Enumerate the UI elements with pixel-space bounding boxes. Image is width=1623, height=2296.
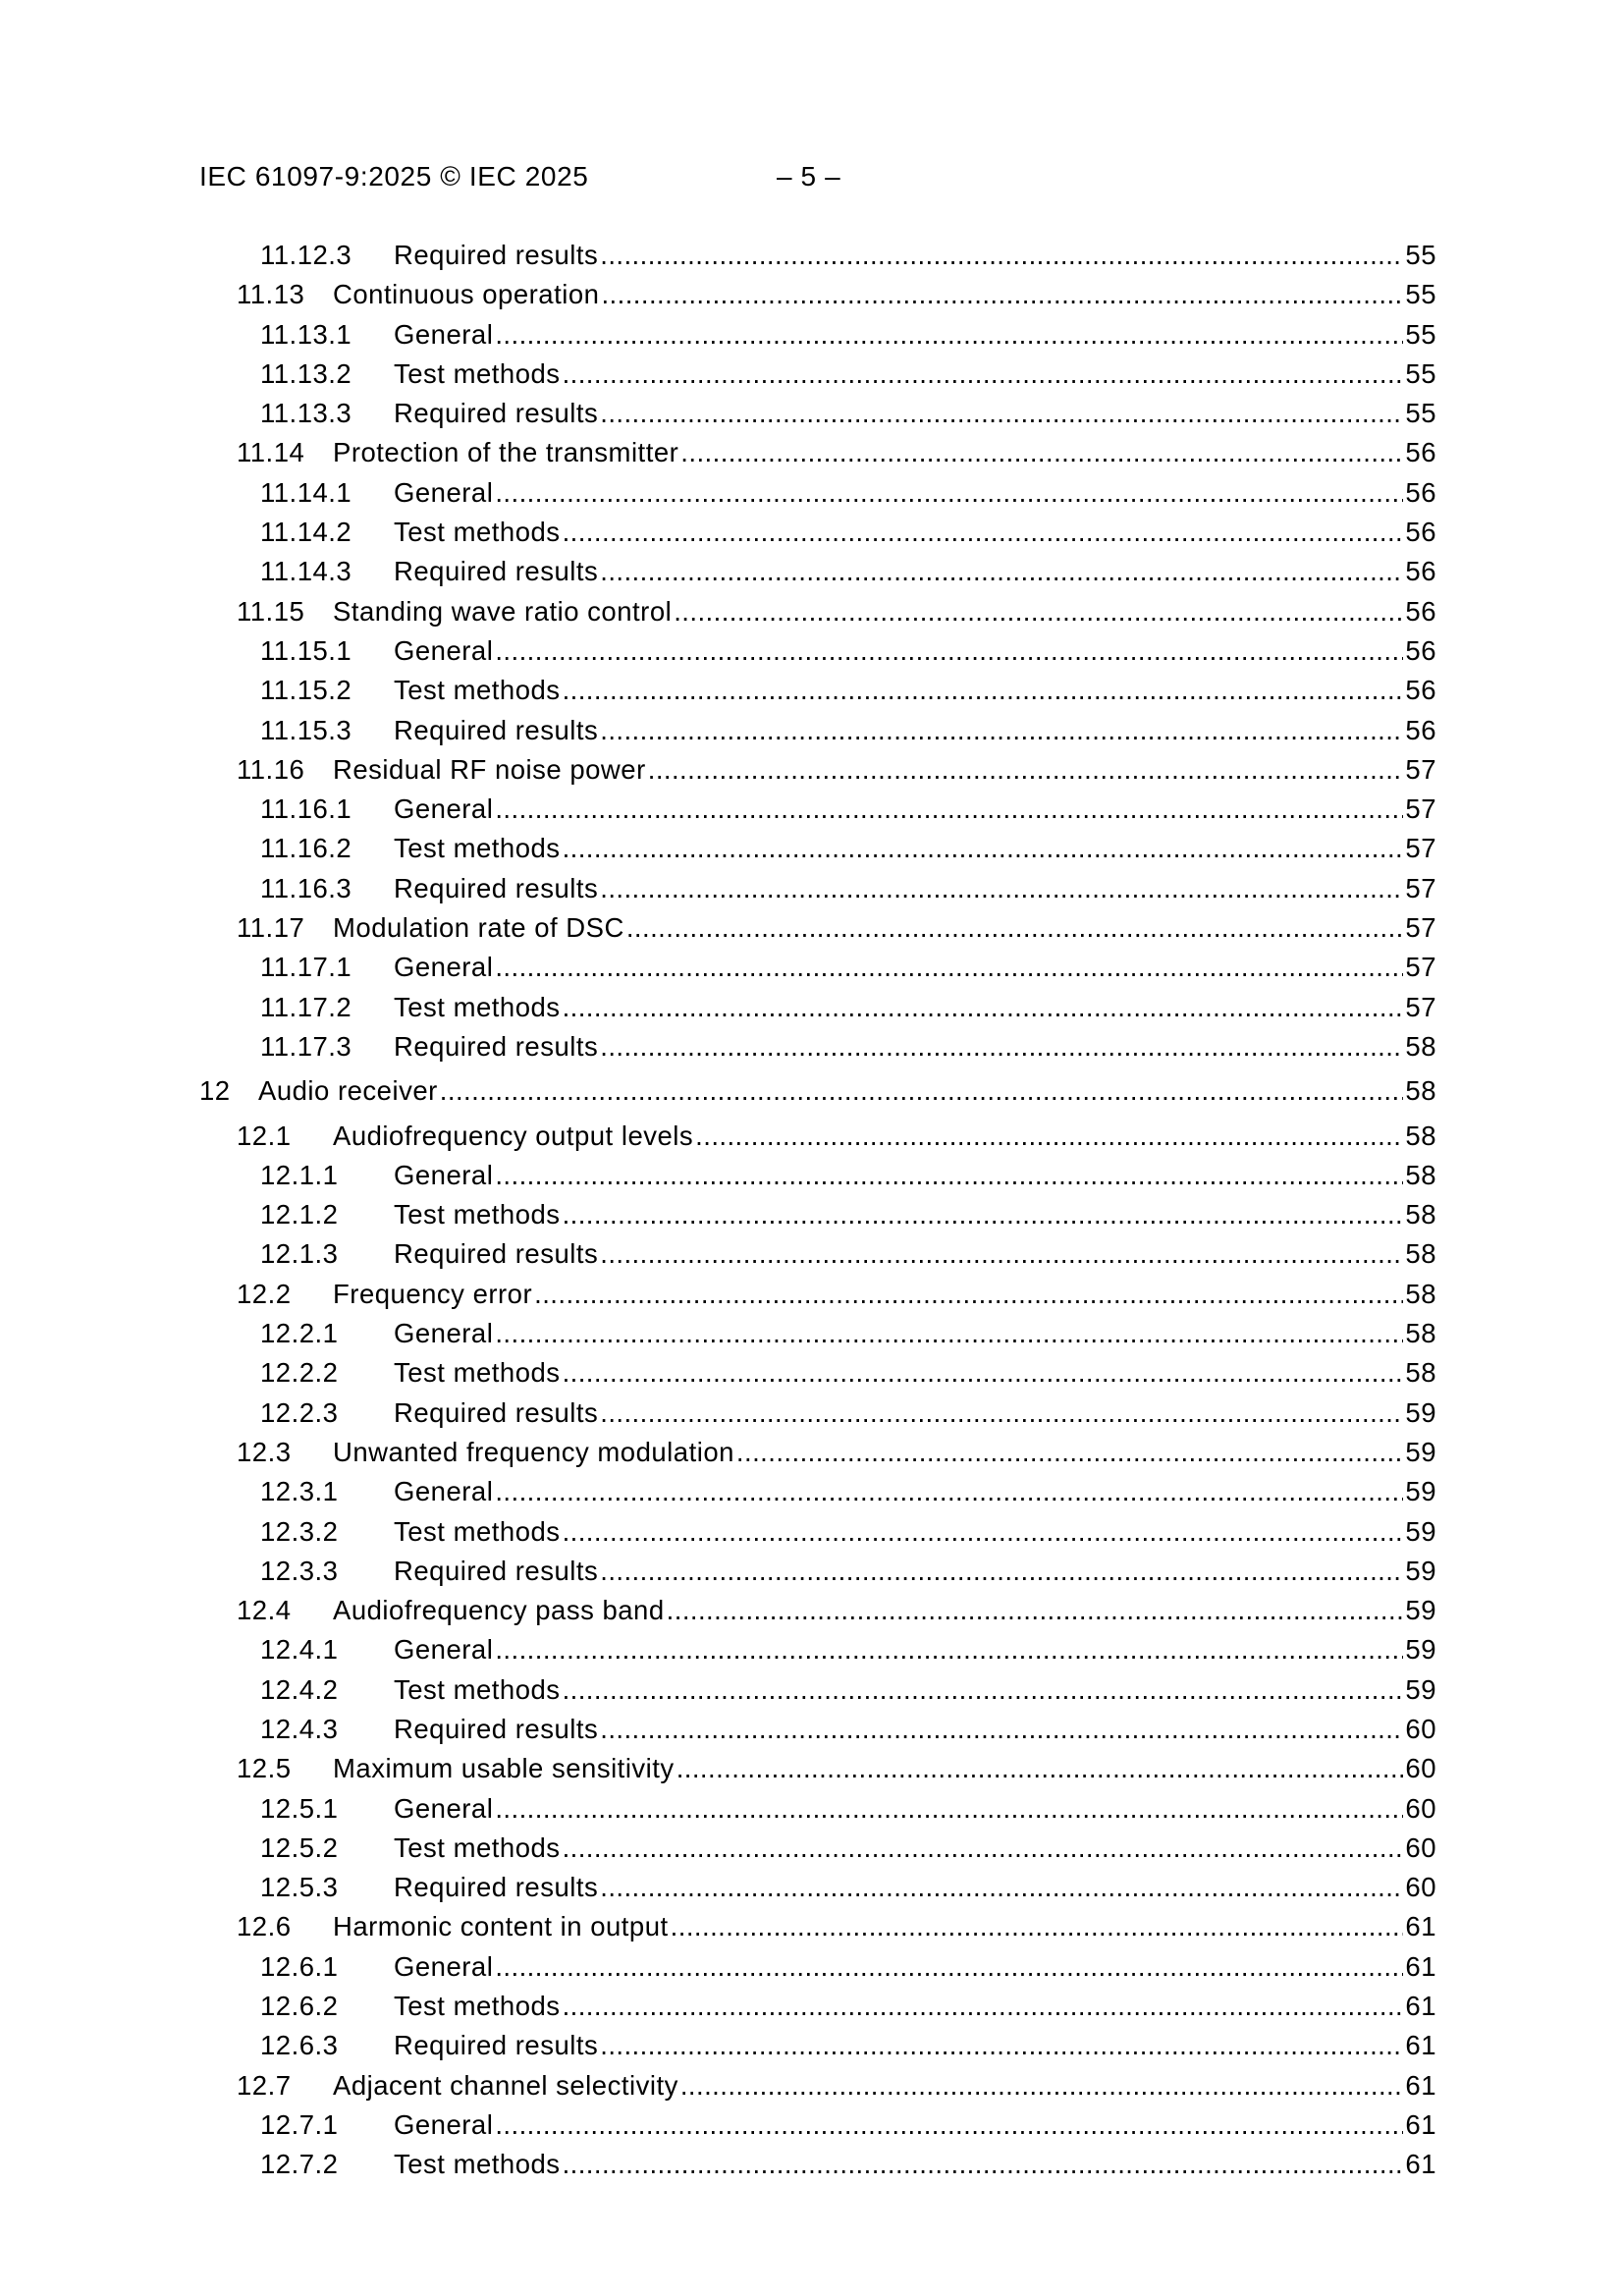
toc-entry[interactable] bbox=[199, 592, 1436, 631]
dot-leader bbox=[600, 2026, 1403, 2065]
toc-entry-title: Residual RF noise power bbox=[333, 750, 648, 790]
dot-leader bbox=[495, 948, 1403, 987]
dot-leader bbox=[671, 1907, 1404, 1946]
toc-entry-number: 12.4.1 bbox=[260, 1634, 339, 1666]
toc-entry-page: 60 bbox=[1405, 1753, 1436, 1784]
dot-leader bbox=[667, 1591, 1404, 1630]
toc-entry-number: 11.16.1 bbox=[260, 793, 352, 825]
toc-entry-title: Audiofrequency pass band bbox=[333, 1591, 667, 1630]
toc-entry-title: General bbox=[394, 1156, 495, 1195]
dot-leader bbox=[563, 1195, 1404, 1234]
dot-leader bbox=[600, 236, 1403, 275]
toc-entry-number: 11.16.3 bbox=[260, 872, 352, 903]
toc-entry-title: General bbox=[394, 1789, 495, 1829]
toc-entry-title: Test methods bbox=[394, 1987, 563, 2026]
toc-entry-title: Audiofrequency output levels bbox=[333, 1117, 695, 1156]
dot-leader bbox=[676, 1749, 1404, 1788]
toc-entry[interactable] bbox=[199, 2066, 1436, 2105]
toc-entry-title: Test methods bbox=[394, 513, 563, 552]
toc-entry[interactable] bbox=[199, 1195, 1436, 1234]
toc-entry-page: 57 bbox=[1405, 872, 1436, 903]
toc-entry-number: 12.3.3 bbox=[260, 1555, 339, 1586]
toc-entry-title: Test methods bbox=[394, 355, 563, 394]
toc-entry-page: 59 bbox=[1405, 1634, 1436, 1666]
toc-entry[interactable] bbox=[199, 394, 1436, 433]
toc-entry-title: Test methods bbox=[394, 1195, 563, 1234]
dot-leader bbox=[600, 1027, 1403, 1066]
toc-entry-page: 57 bbox=[1405, 991, 1436, 1022]
toc-entry-number: 12.1.3 bbox=[260, 1238, 339, 1270]
toc-entry-title: Required results bbox=[394, 1027, 600, 1066]
toc-entry-number: 11.17.2 bbox=[260, 991, 352, 1022]
toc-entry-page: 59 bbox=[1405, 1436, 1436, 1467]
toc-entry-page: 59 bbox=[1405, 1396, 1436, 1428]
dot-leader bbox=[674, 592, 1403, 631]
toc-entry-page: 60 bbox=[1405, 1713, 1436, 1744]
dot-leader bbox=[495, 2105, 1403, 2145]
toc-entry-page: 58 bbox=[1405, 1159, 1436, 1190]
toc-entry-number: 11.16.2 bbox=[260, 833, 352, 864]
toc-entry-number: 12 bbox=[199, 1075, 231, 1107]
dot-leader bbox=[601, 275, 1403, 314]
toc-entry-page: 61 bbox=[1405, 2149, 1436, 2180]
toc-entry-title: Test methods bbox=[394, 1353, 563, 1393]
toc-entry-number: 12.5.3 bbox=[260, 1872, 339, 1903]
toc-entry-title: Continuous operation bbox=[333, 275, 601, 314]
dot-leader bbox=[563, 1829, 1404, 1868]
page-header bbox=[199, 157, 1436, 196]
toc-entry-number: 11.14.2 bbox=[260, 517, 352, 548]
toc-entry-title: General bbox=[394, 315, 495, 355]
toc-entry-number: 12.6 bbox=[237, 1911, 292, 1942]
toc-entry-number: 11.13.3 bbox=[260, 398, 352, 429]
toc-entry[interactable] bbox=[199, 908, 1436, 948]
toc-entry-page: 58 bbox=[1405, 1120, 1436, 1151]
toc-entry-title: Modulation rate of DSC bbox=[333, 908, 626, 948]
toc-entry-page: 59 bbox=[1405, 1595, 1436, 1626]
toc-entry[interactable] bbox=[199, 1275, 1436, 1314]
dot-leader bbox=[440, 1071, 1404, 1111]
dot-leader bbox=[495, 315, 1403, 355]
toc-entry-number: 11.17.3 bbox=[260, 1030, 352, 1062]
toc-entry-number: 11.14.1 bbox=[260, 476, 352, 508]
toc-entry[interactable] bbox=[199, 236, 1436, 275]
dot-leader bbox=[600, 1552, 1403, 1591]
toc-entry-title: Required results bbox=[394, 1868, 600, 1907]
toc-entry-title: General bbox=[394, 1947, 495, 1987]
toc-entry-number: 12.7.1 bbox=[260, 2108, 339, 2140]
dot-leader bbox=[563, 355, 1404, 394]
toc-entry-title: Test methods bbox=[394, 1829, 563, 1868]
toc-entry-page: 56 bbox=[1405, 595, 1436, 627]
toc-entry-number: 12.4.2 bbox=[260, 1673, 339, 1705]
toc-entry-page: 58 bbox=[1405, 1075, 1436, 1107]
toc-entry[interactable] bbox=[199, 1512, 1436, 1552]
toc-entry[interactable] bbox=[199, 1789, 1436, 1829]
toc-entry-title: Required results bbox=[394, 711, 600, 750]
toc-entry[interactable] bbox=[199, 750, 1436, 790]
dot-leader bbox=[534, 1275, 1403, 1314]
toc-entry-page: 56 bbox=[1405, 556, 1436, 587]
toc-entry[interactable] bbox=[199, 869, 1436, 908]
dot-leader bbox=[563, 513, 1404, 552]
dot-leader bbox=[495, 631, 1403, 671]
toc-entry-number: 12.5.2 bbox=[260, 1831, 339, 1863]
toc-entry-number: 11.13 bbox=[237, 279, 305, 310]
toc-entry-page: 61 bbox=[1405, 1950, 1436, 1982]
toc-entry-page: 56 bbox=[1405, 714, 1436, 745]
toc-entry-page: 55 bbox=[1405, 357, 1436, 389]
toc-entry-title: General bbox=[394, 1314, 495, 1353]
toc-entry-page: 61 bbox=[1405, 2030, 1436, 2061]
toc-entry[interactable] bbox=[199, 1947, 1436, 1987]
toc-entry-title: Test methods bbox=[394, 1512, 563, 1552]
toc-entry-number: 12.7.2 bbox=[260, 2149, 339, 2180]
toc-entry-number: 12.6.1 bbox=[260, 1950, 339, 1982]
toc-entry-title: General bbox=[394, 790, 495, 829]
dot-leader bbox=[695, 1117, 1403, 1156]
dot-leader bbox=[563, 2145, 1404, 2184]
toc-entry[interactable] bbox=[199, 315, 1436, 355]
toc-entry[interactable] bbox=[199, 948, 1436, 987]
toc-entry[interactable] bbox=[199, 1907, 1436, 1946]
toc-entry-page: 58 bbox=[1405, 1357, 1436, 1389]
toc-entry-number: 12.2.3 bbox=[260, 1396, 339, 1428]
dot-leader bbox=[563, 671, 1404, 710]
toc-entry[interactable] bbox=[199, 355, 1436, 394]
toc-entry-title: General bbox=[394, 948, 495, 987]
page-number: – 5 – bbox=[777, 161, 841, 191]
toc-entry-number: 12.7 bbox=[237, 2069, 292, 2101]
toc-entry[interactable] bbox=[199, 711, 1436, 750]
toc-entry-title: Adjacent channel selectivity bbox=[333, 2066, 680, 2105]
toc-entry-page: 61 bbox=[1405, 2108, 1436, 2140]
toc-entry[interactable] bbox=[199, 1552, 1436, 1591]
toc-entry[interactable] bbox=[199, 2026, 1436, 2065]
dot-leader bbox=[648, 750, 1404, 790]
toc-entry[interactable] bbox=[199, 1472, 1436, 1511]
dot-leader bbox=[495, 1947, 1403, 1987]
dot-leader bbox=[680, 2066, 1404, 2105]
dot-leader bbox=[563, 829, 1404, 868]
toc-entry-number: 11.13.2 bbox=[260, 357, 352, 389]
toc-entry-page: 61 bbox=[1405, 2069, 1436, 2101]
toc-entry-number: 12.3 bbox=[237, 1436, 292, 1467]
dot-leader bbox=[563, 1353, 1404, 1393]
toc-entry[interactable] bbox=[199, 1117, 1436, 1156]
dot-leader bbox=[680, 433, 1403, 472]
toc-entry-number: 11.15.3 bbox=[260, 714, 352, 745]
toc-entry-number: 12.6.2 bbox=[260, 1991, 339, 2022]
toc-entry-title: General bbox=[394, 1630, 495, 1669]
toc-entry-title: Required results bbox=[394, 2026, 600, 2065]
toc-entry[interactable] bbox=[199, 2145, 1436, 2184]
toc-entry[interactable] bbox=[199, 988, 1436, 1027]
toc-entry-number: 12.5 bbox=[237, 1753, 292, 1784]
toc-entry[interactable] bbox=[199, 1353, 1436, 1393]
toc-entry-page: 57 bbox=[1405, 912, 1436, 944]
toc-entry-number: 11.14 bbox=[237, 437, 305, 468]
toc-entry-number: 11.13.1 bbox=[260, 318, 352, 350]
dot-leader bbox=[600, 394, 1403, 433]
toc-entry-number: 11.14.3 bbox=[260, 556, 352, 587]
toc-entry-page: 57 bbox=[1405, 793, 1436, 825]
toc-entry[interactable] bbox=[199, 1433, 1436, 1472]
toc-entry[interactable] bbox=[199, 1868, 1436, 1907]
toc-entry[interactable] bbox=[199, 433, 1436, 472]
toc-entry-page: 60 bbox=[1405, 1831, 1436, 1863]
toc-entry-title: General bbox=[394, 2105, 495, 2145]
toc-entry[interactable] bbox=[199, 1630, 1436, 1669]
toc-entry-page: 61 bbox=[1405, 1991, 1436, 2022]
toc-entry-title: Test methods bbox=[394, 829, 563, 868]
toc-entry[interactable] bbox=[199, 1710, 1436, 1749]
toc-entry[interactable] bbox=[199, 275, 1436, 314]
toc-entry-title: Test methods bbox=[394, 2145, 563, 2184]
toc-entry-number: 11.15.1 bbox=[260, 634, 352, 666]
toc-entry-number: 11.17 bbox=[237, 912, 305, 944]
toc-entry[interactable] bbox=[199, 1071, 1436, 1111]
toc-entry-page: 55 bbox=[1405, 398, 1436, 429]
toc-entry-page: 58 bbox=[1405, 1318, 1436, 1349]
toc-entry-title: Unwanted frequency modulation bbox=[333, 1433, 736, 1472]
toc-entry-page: 56 bbox=[1405, 476, 1436, 508]
toc-entry-page: 60 bbox=[1405, 1792, 1436, 1824]
dot-leader bbox=[563, 1670, 1404, 1710]
toc-entry[interactable] bbox=[199, 1156, 1436, 1195]
toc-entry[interactable] bbox=[199, 1829, 1436, 1868]
toc-entry-number: 11.15 bbox=[237, 595, 305, 627]
toc-entry-title: Audio receiver bbox=[258, 1071, 440, 1111]
toc-entry[interactable] bbox=[199, 2105, 1436, 2145]
toc-entry-title: Required results bbox=[394, 1234, 600, 1274]
toc-entry-page: 59 bbox=[1405, 1673, 1436, 1705]
dot-leader bbox=[600, 1234, 1403, 1274]
toc-entry-page: 58 bbox=[1405, 1030, 1436, 1062]
toc-entry-number: 12.5.1 bbox=[260, 1792, 339, 1824]
toc-entry-page: 61 bbox=[1405, 1911, 1436, 1942]
dot-leader bbox=[563, 1512, 1404, 1552]
toc-entry-title: Test methods bbox=[394, 671, 563, 710]
dot-leader bbox=[495, 1156, 1403, 1195]
dot-leader bbox=[600, 869, 1403, 908]
toc-entry-page: 58 bbox=[1405, 1238, 1436, 1270]
dot-leader bbox=[600, 1710, 1403, 1749]
toc-entry-page: 57 bbox=[1405, 952, 1436, 983]
dot-leader bbox=[495, 1630, 1403, 1669]
toc-entry-number: 12.2.2 bbox=[260, 1357, 339, 1389]
toc-entry-number: 12.2.1 bbox=[260, 1318, 339, 1349]
toc-entry[interactable] bbox=[199, 1591, 1436, 1630]
toc-entry[interactable] bbox=[199, 473, 1436, 513]
toc-entry-number: 11.17.1 bbox=[260, 952, 352, 983]
toc-entry-title: Required results bbox=[394, 236, 600, 275]
toc-entry-number: 12.1.1 bbox=[260, 1159, 339, 1190]
toc-entry-number: 12.6.3 bbox=[260, 2030, 339, 2061]
toc-entry[interactable] bbox=[199, 631, 1436, 671]
toc-entry-page: 55 bbox=[1405, 318, 1436, 350]
toc-entry-page: 58 bbox=[1405, 1278, 1436, 1309]
toc-entry-page: 55 bbox=[1405, 240, 1436, 270]
toc-entry-title: Protection of the transmitter bbox=[333, 433, 680, 472]
toc-entry-title: Test methods bbox=[394, 988, 563, 1027]
toc-entry-number: 12.2 bbox=[237, 1278, 292, 1309]
toc-entry-page: 59 bbox=[1405, 1515, 1436, 1547]
toc-entry-number: 12.3.1 bbox=[260, 1476, 339, 1507]
dot-leader bbox=[495, 1314, 1403, 1353]
toc-entry-page: 56 bbox=[1405, 517, 1436, 548]
dot-leader bbox=[600, 552, 1403, 591]
toc-entry[interactable] bbox=[199, 1394, 1436, 1433]
toc-entry-title: Frequency error bbox=[333, 1275, 534, 1314]
toc-entry[interactable] bbox=[199, 671, 1436, 710]
dot-leader bbox=[495, 1472, 1403, 1511]
toc-entry-title: Required results bbox=[394, 394, 600, 433]
toc-entry-title: Required results bbox=[394, 1710, 600, 1749]
dot-leader bbox=[563, 1987, 1404, 2026]
toc-entry-number: 12.1.2 bbox=[260, 1199, 339, 1230]
toc-entry-title: Test methods bbox=[394, 1670, 563, 1710]
dot-leader bbox=[495, 790, 1403, 829]
toc-entry-page: 58 bbox=[1405, 1199, 1436, 1230]
toc-entry-page: 60 bbox=[1405, 1872, 1436, 1903]
toc-entry-title: Required results bbox=[394, 1552, 600, 1591]
toc-entry[interactable] bbox=[199, 790, 1436, 829]
toc-entry-number: 11.15.2 bbox=[260, 675, 352, 706]
toc-entry-title: General bbox=[394, 631, 495, 671]
toc-entry-title: General bbox=[394, 473, 495, 513]
toc-entry-title: Standing wave ratio control bbox=[333, 592, 674, 631]
dot-leader bbox=[563, 988, 1404, 1027]
toc-entry-number: 11.16 bbox=[237, 753, 305, 785]
dot-leader bbox=[600, 1868, 1403, 1907]
toc-entry-number: 11.12.3 bbox=[260, 240, 352, 270]
dot-leader bbox=[495, 473, 1403, 513]
toc-entry-number: 12.1 bbox=[237, 1120, 292, 1151]
toc-entry[interactable] bbox=[199, 1749, 1436, 1788]
toc-entry-page: 55 bbox=[1405, 279, 1436, 310]
toc-entry-page: 59 bbox=[1405, 1476, 1436, 1507]
toc-entry-page: 59 bbox=[1405, 1555, 1436, 1586]
toc-entry-page: 56 bbox=[1405, 675, 1436, 706]
toc-entry-page: 56 bbox=[1405, 437, 1436, 468]
toc-entry-title: Required results bbox=[394, 1394, 600, 1433]
dot-leader bbox=[495, 1789, 1403, 1829]
document-id: IEC 61097-9:2025 © IEC 2025 bbox=[199, 161, 589, 191]
toc-entry-title: Required results bbox=[394, 869, 600, 908]
dot-leader bbox=[736, 1433, 1403, 1472]
toc-entry-title: Required results bbox=[394, 552, 600, 591]
dot-leader bbox=[600, 711, 1403, 750]
toc-entry-number: 12.3.2 bbox=[260, 1515, 339, 1547]
toc-entry[interactable] bbox=[199, 1234, 1436, 1274]
dot-leader bbox=[626, 908, 1404, 948]
dot-leader bbox=[600, 1394, 1403, 1433]
toc-entry-page: 57 bbox=[1405, 753, 1436, 785]
toc-entry-number: 12.4.3 bbox=[260, 1713, 339, 1744]
toc-entry[interactable] bbox=[199, 1027, 1436, 1066]
toc-entry[interactable] bbox=[199, 1314, 1436, 1353]
toc-entry-number: 12.4 bbox=[237, 1595, 292, 1626]
toc-entry-title: Maximum usable sensitivity bbox=[333, 1749, 676, 1788]
toc-entry[interactable] bbox=[199, 1670, 1436, 1710]
toc-entry[interactable] bbox=[199, 1987, 1436, 2026]
toc-entry-title: Harmonic content in output bbox=[333, 1907, 671, 1946]
toc-entry-title: General bbox=[394, 1472, 495, 1511]
table-of-contents bbox=[199, 236, 1436, 2185]
toc-entry-page: 57 bbox=[1405, 833, 1436, 864]
toc-entry[interactable] bbox=[199, 513, 1436, 552]
toc-entry[interactable] bbox=[199, 829, 1436, 868]
toc-entry-page: 56 bbox=[1405, 634, 1436, 666]
toc-entry[interactable] bbox=[199, 552, 1436, 591]
